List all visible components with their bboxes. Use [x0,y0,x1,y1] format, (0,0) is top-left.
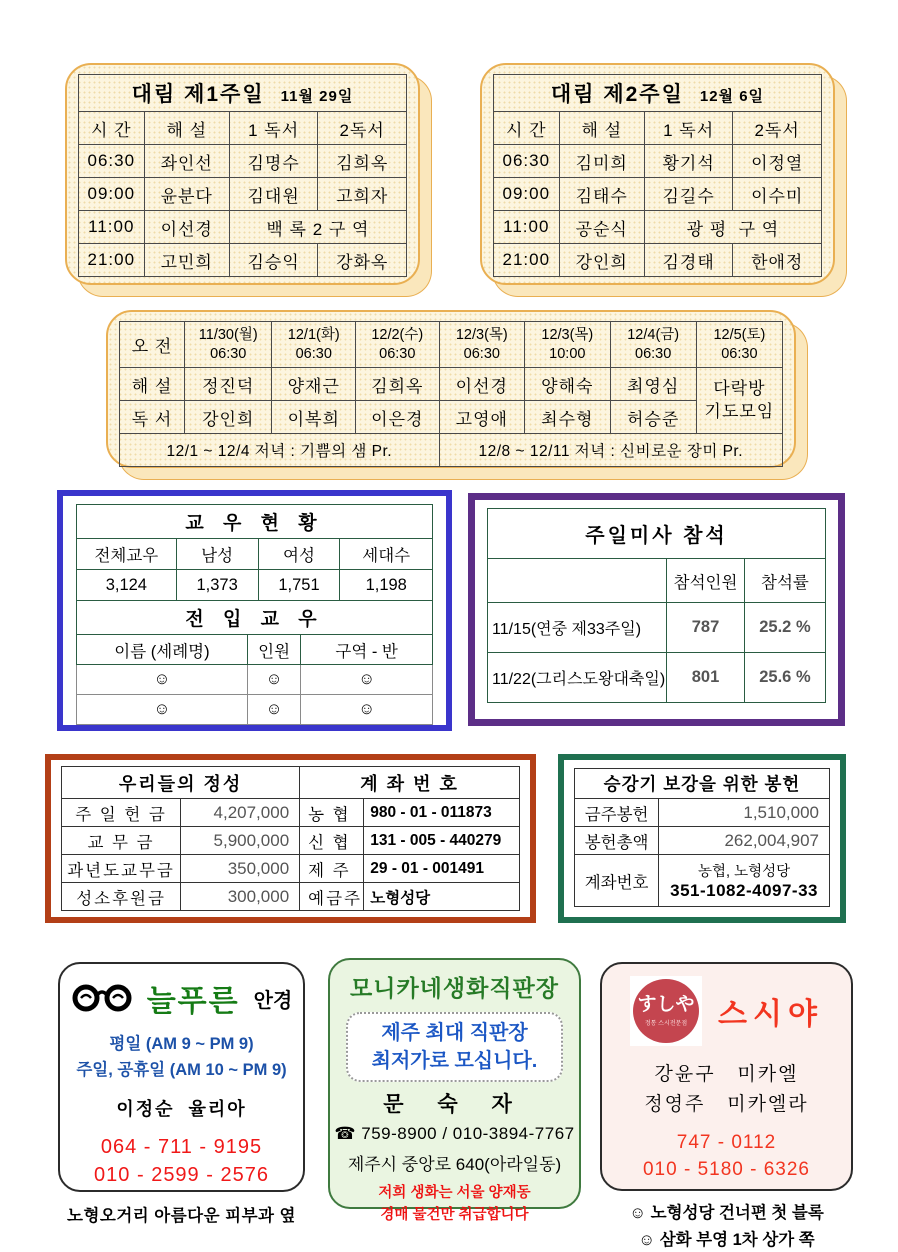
sushi-logo-circle [633,979,699,1043]
smiley-cell: ☺ [301,695,433,725]
offering-label: 과년도교무금 [62,855,181,883]
ad-glasses-header [60,976,303,1020]
values-row [77,570,433,601]
day-time: 06:30 [379,345,416,362]
name-cell: 한애정 [733,244,822,277]
advent-week1-card [65,63,420,285]
business-hours [60,1032,303,1083]
transfer-row [77,695,433,725]
name-cell: 강인희 [184,401,272,434]
member-status-title: 교 우 현 황 [77,505,433,539]
phone-number: ☎ 759-8900 / 010-3894-7767 [334,1124,575,1143]
day-header [356,322,440,368]
card-date: 11월 29일 [280,88,354,105]
table-row [575,799,830,827]
prayer-line: 다락방 [713,378,766,398]
offering-amount: 350,000 [181,855,300,883]
table-row [494,211,822,244]
slogan-line: 최저가로 모십니다. [371,1050,538,1072]
day-date: 12/3(목) [541,326,594,343]
name-cell: 정진덕 [184,368,272,401]
fund-label: 금주봉헌 [575,799,659,827]
col-header: 1 독서 [229,112,318,145]
name-cell: 김희옥 [356,368,440,401]
smiley-cell: ☺ [247,665,300,695]
col-header: 2독서 [733,112,822,145]
header-row [77,635,433,665]
name-cell: 공순식 [559,211,644,244]
date-label: 11/22(그리스도왕대축일) [488,653,667,703]
owner-name: 문 숙 자 [383,1093,526,1116]
card-title-row [79,75,407,112]
sushi-logo [630,976,702,1046]
evening-note-left: 12/1 ~ 12/4 저녁 : 기쁨의 샘 Pr. [120,434,440,467]
name-cell: 김명수 [229,145,318,178]
name-cell: 강인희 [559,244,644,277]
table-row [79,178,407,211]
offering-label: 성소후원금 [62,883,181,911]
value-cell: 1,751 [258,570,340,601]
day-header [696,322,782,368]
weekday-mass-card [106,310,796,468]
notice [330,1183,579,1227]
slogan-box [346,1012,562,1082]
attendance-count: 787 [667,603,745,653]
sushi-logo-text: すしや [637,994,695,1015]
elevator-fund-title: 승강기 보강을 위한 봉헌 [575,769,830,799]
time-cell: 11:00 [494,211,560,244]
name-cell: 강화옥 [318,244,407,277]
shop-name: 스시야 [718,998,823,1031]
time-cell: 06:30 [494,145,560,178]
owner-name: 강윤구 미카엘 [654,1064,799,1085]
day-date: 12/4(금) [627,326,680,343]
smiley-cell: ☺ [247,695,300,725]
group-cell: 광 평 구 역 [644,211,821,244]
attendance-rate: 25.6 % [744,653,825,703]
section-title-row [62,767,520,799]
member-status-box [57,490,452,731]
offering-amount: 5,900,000 [181,827,300,855]
elevator-fund-box [558,754,846,923]
day-header-row [120,322,783,368]
day-date: 11/30(월) [198,326,258,343]
phone-number: 010 - 2599 - 2576 [94,1164,269,1187]
evening-note-right: 12/8 ~ 12/11 저녁 : 신비로운 장미 Pr. [439,434,782,467]
location-note: ☺ 노형성당 건너편 첫 블록 [629,1203,824,1222]
advent-week2-card [480,63,835,285]
offering-box [45,754,536,923]
header-row [488,559,826,603]
offering-amount: 300,000 [181,883,300,911]
owner-name: 이정순 율리아 [116,1099,247,1120]
day-header [525,322,611,368]
name-cell: 김승익 [229,244,318,277]
mass-attendance-table [487,508,826,703]
section-title-row [77,601,433,635]
time-cell: 11:00 [79,211,145,244]
account-name: 농협, 노형성당 [698,864,791,880]
card-title: 대림 제2주일 [550,83,684,106]
table-row [488,653,826,703]
account-number: 29 - 01 - 001491 [364,855,520,883]
day-header [610,322,696,368]
smiley-cell: ☺ [77,695,248,725]
value-cell: 1,373 [176,570,258,601]
col-header: 참석률 [744,559,825,603]
value-cell: 1,198 [340,570,433,601]
col-header: 구역 - 반 [301,635,433,665]
account-number: 131 - 005 - 440279 [364,827,520,855]
glasses-icon [71,979,133,1018]
hours-holiday: 주일, 공휴일 (AM 10 ~ PM 9) [76,1060,287,1079]
col-header: 해 설 [559,112,644,145]
col-header: 1 독서 [644,112,733,145]
advent-week2-table [493,74,822,277]
row-label: 독 서 [120,401,185,434]
table-row [62,827,520,855]
col-header: 여성 [258,539,340,570]
offering-title: 우리들의 정성 [62,767,300,799]
notice-line: 저희 생화는 서울 양재동 [378,1185,531,1201]
bank-name: 예금주 [300,883,364,911]
table-row [62,799,520,827]
account-label: 계좌번호 [575,855,659,907]
col-header: 해 설 [144,112,229,145]
hours-weekday: 평일 (AM 9 ~ PM 9) [109,1035,254,1053]
day-time: 06:30 [210,345,247,362]
day-date: 12/2(수) [371,326,424,343]
name-cell: 이정열 [733,145,822,178]
ad-glasses-shop [58,962,305,1226]
date-label: 11/15(연중 제33주일) [488,603,667,653]
time-cell: 21:00 [494,244,560,277]
name-cell: 김희옥 [318,145,407,178]
phone-number: 064 - 711 - 9195 [100,1136,263,1159]
offering-label: 교 무 금 [62,827,181,855]
advent-week1-table [78,74,407,277]
name-cell: 이복희 [272,401,356,434]
account-row [575,855,830,907]
table-row [79,145,407,178]
name-cell: 고영애 [439,401,525,434]
name-cell: 김대원 [229,178,318,211]
fund-amount: 262,004,907 [659,827,830,855]
card-title-cell [79,75,407,112]
smiley-cell: ☺ [77,665,248,695]
bank-name: 제 주 [300,855,364,883]
col-header: 전체교우 [77,539,177,570]
table-row [79,211,407,244]
evening-note-row [120,434,783,467]
header-row [494,112,822,145]
card-title-cell [494,75,822,112]
phone-number: 747 - 0112 [676,1131,777,1153]
owner-name: 정영주 미카엘라 [644,1094,809,1116]
name-cell: 좌인선 [144,145,229,178]
shop-name: 모니카네생화직판장 [350,975,559,1001]
value-cell: 3,124 [77,570,177,601]
owner-names [602,1060,851,1121]
table-row [494,178,822,211]
table-row [494,145,822,178]
table-row [79,244,407,277]
transfer-title: 전 입 교 우 [77,601,433,635]
fund-label: 봉헌총액 [575,827,659,855]
name-cell: 최영심 [610,368,696,401]
col-header: 세대수 [340,539,433,570]
col-header: 시 간 [494,112,560,145]
row-label: 해 설 [120,368,185,401]
day-date: 12/3(목) [455,326,508,343]
account-number: 351-1082-4097-33 [670,881,819,900]
attendance-rate: 25.2 % [744,603,825,653]
day-date: 12/5(토) [713,326,766,343]
ad-flower-market [328,958,581,1223]
name-cell: 양재근 [272,368,356,401]
commentator-row [120,368,783,401]
attendance-count: 801 [667,653,745,703]
name-cell: 이선경 [144,211,229,244]
member-status-table [76,504,433,601]
name-cell: 김태수 [559,178,644,211]
ad-sushi-header [602,976,851,1046]
account-holder: 노형성당 [364,883,520,911]
time-cell: 09:00 [79,178,145,211]
name-cell: 이수미 [733,178,822,211]
table-row [62,883,520,911]
bank-name: 신 협 [300,827,364,855]
location-note: ☺ 삼화 부영 1차 상가 쪽 [638,1231,815,1250]
smiley-cell: ☺ [301,665,433,695]
name-cell: 김미희 [559,145,644,178]
name-cell: 허승준 [610,401,696,434]
name-cell: 고민희 [144,244,229,277]
day-header [184,322,272,368]
day-time: 06:30 [463,345,500,362]
bank-name: 농 협 [300,799,364,827]
card-title-row [494,75,822,112]
phone-numbers [60,1133,303,1189]
shop-type: 안경 [253,989,293,1012]
notice-line: 경매 물건만 취급합니다 [380,1206,529,1223]
account-title: 계 좌 번 호 [300,767,520,799]
day-time: 06:30 [295,345,332,362]
col-header: 참석인원 [667,559,745,603]
location-notes [602,1200,851,1252]
card-date: 12월 6일 [699,88,765,105]
offering-label: 주 일 헌 금 [62,799,181,827]
name-cell: 김경태 [644,244,733,277]
group-cell: 백 록 2 구 역 [229,211,406,244]
time-cell: 06:30 [79,145,145,178]
address: 제주시 중앙로 640(아라일동) [347,1155,562,1174]
weekday-mass-table [119,321,783,467]
table-row [494,244,822,277]
name-cell: 윤분다 [144,178,229,211]
name-cell: 이선경 [439,368,525,401]
mass-attendance-box [468,493,845,726]
mass-attendance-title: 주일미사 참석 [488,509,826,559]
table-row [488,603,826,653]
prayer-line: 기도모임 [704,401,775,421]
empty-header [488,559,667,603]
col-header: 남성 [176,539,258,570]
phone-numbers [602,1129,851,1184]
corner-cell: 오 전 [120,322,185,368]
day-time: 06:30 [635,345,672,362]
transfer-table [76,600,433,725]
name-cell: 이은경 [356,401,440,434]
time-cell: 09:00 [494,178,560,211]
card-title: 대림 제1주일 [131,83,265,106]
table-row [575,827,830,855]
name-cell: 양해숙 [525,368,611,401]
fund-amount: 1,510,000 [659,799,830,827]
location-note: 노형오거리 아름다운 피부과 옆 [67,1207,296,1226]
col-header: 시 간 [79,112,145,145]
col-header: 이름 (세례명) [77,635,248,665]
day-time: 06:30 [721,345,758,362]
name-cell: 최수형 [525,401,611,434]
section-title-row [575,769,830,799]
header-row [77,539,433,570]
section-title-row [488,509,826,559]
day-header [439,322,525,368]
account-cell [659,855,830,907]
col-header: 2독서 [318,112,407,145]
ad-sushi-restaurant [600,962,853,1250]
day-date: 12/1(화) [287,326,340,343]
sushi-logo-subtext: 정통 스시전문점 [644,1021,688,1027]
name-cell: 김길수 [644,178,733,211]
offering-table [61,766,520,911]
header-row [79,112,407,145]
slogan-line: 제주 최대 직판장 [381,1022,528,1044]
time-cell: 21:00 [79,244,145,277]
shop-name: 늘푸른 [146,985,240,1018]
day-header [272,322,356,368]
day-time: 10:00 [549,345,586,362]
section-title-row [77,505,433,539]
saturday-prayer-cell [696,368,782,434]
phone-number: 010 - 5180 - 6326 [642,1159,810,1181]
elevator-fund-table [574,768,830,907]
account-number: 980 - 01 - 011873 [364,799,520,827]
reader-row [120,401,783,434]
col-header: 인원 [247,635,300,665]
offering-amount: 4,207,000 [181,799,300,827]
table-row [62,855,520,883]
transfer-row [77,665,433,695]
name-cell: 황기석 [644,145,733,178]
name-cell: 고희자 [318,178,407,211]
